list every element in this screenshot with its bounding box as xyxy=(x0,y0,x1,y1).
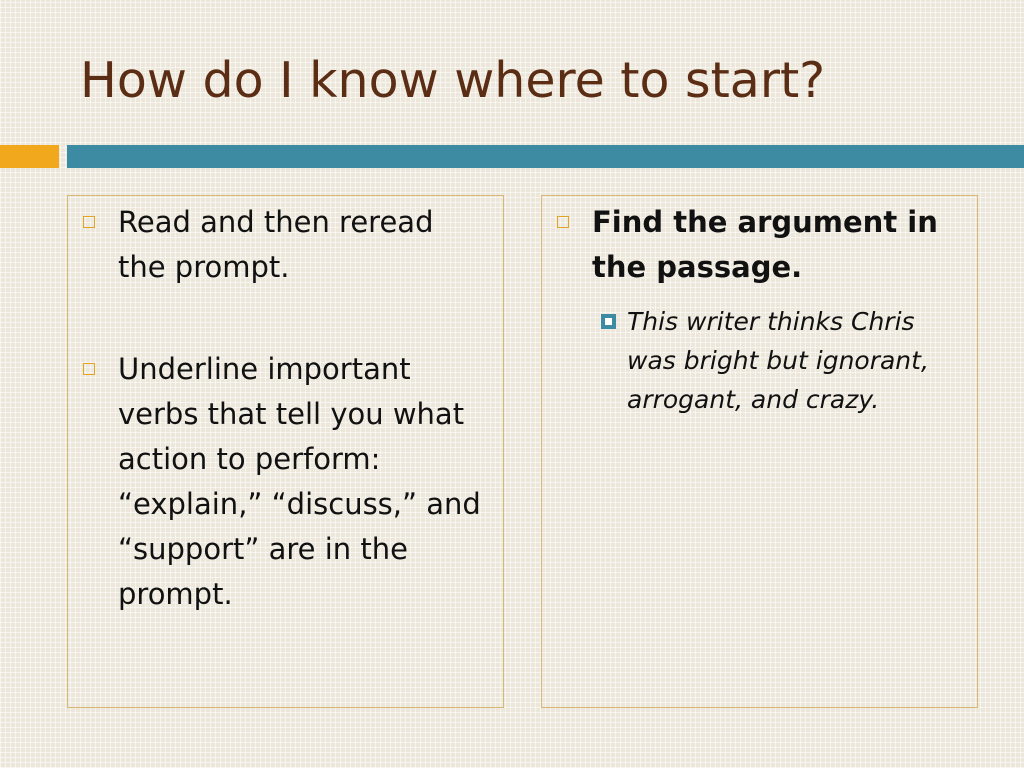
bullet-text: Read and then reread the prompt. xyxy=(118,205,434,284)
square-bullet-icon xyxy=(557,216,569,228)
teal-square-bullet-icon xyxy=(601,314,616,329)
accent-bar-orange xyxy=(0,145,59,168)
bullet-item xyxy=(542,200,967,419)
right-bullet-list xyxy=(542,200,967,419)
sub-bullet-item xyxy=(592,302,967,419)
square-bullet-icon xyxy=(83,363,95,375)
square-bullet-icon xyxy=(83,216,95,228)
sub-bullet-list xyxy=(592,302,967,419)
bullet-item xyxy=(68,347,489,617)
sub-bullet-text: This writer thinks Chris was bright but ignorant, arrogant, and crazy. xyxy=(627,307,929,414)
bullet-text: Find the argument in the passage. xyxy=(592,205,938,284)
bullet-text: Underline important verbs that tell you what action to perform: “explain,” “discuss,” and “support” are in the prompt. xyxy=(118,352,481,611)
right-content-box xyxy=(541,195,978,708)
slide-title: How do I know where to start? xyxy=(80,52,826,109)
left-content-box xyxy=(67,195,504,708)
accent-bar-teal xyxy=(67,145,1024,168)
left-bullet-list xyxy=(68,200,489,617)
bullet-item xyxy=(68,200,489,290)
